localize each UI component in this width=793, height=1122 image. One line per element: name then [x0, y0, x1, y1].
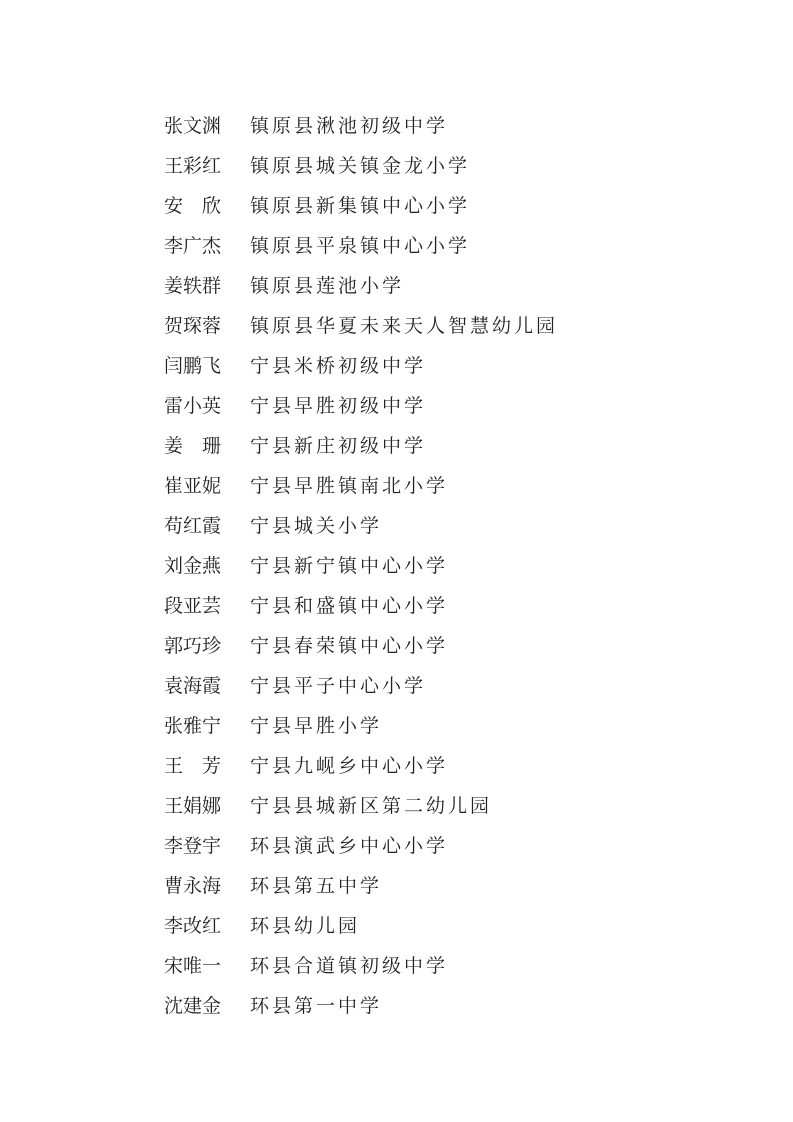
list-item	[164, 624, 744, 664]
list-item	[164, 264, 744, 304]
school-name: 宁县平子中心小学	[250, 674, 427, 697]
list-item	[164, 904, 744, 944]
school-name: 环县第一中学	[250, 994, 383, 1017]
person-name: 李广杰	[164, 234, 222, 257]
person-name: 苟红霞	[164, 514, 222, 537]
list-item	[164, 424, 744, 464]
person-name: 王 芳	[164, 754, 222, 777]
list-item	[164, 744, 744, 784]
school-name: 宁县新庄初级中学	[250, 434, 427, 457]
list-item	[164, 944, 744, 984]
person-name: 张雅宁	[164, 714, 222, 737]
person-name: 张文渊	[164, 114, 222, 137]
list-item	[164, 824, 744, 864]
person-name: 王娟娜	[164, 794, 222, 817]
person-name: 李登宇	[164, 834, 222, 857]
list-item	[164, 704, 744, 744]
school-name: 环县第五中学	[250, 874, 383, 897]
list-item	[164, 224, 744, 264]
list-item	[164, 464, 744, 504]
school-name: 镇原县城关镇金龙小学	[250, 154, 471, 177]
school-name: 环县演武乡中心小学	[250, 834, 449, 857]
person-name: 雷小英	[164, 394, 222, 417]
school-name: 宁县城关小学	[250, 514, 383, 537]
school-name: 镇原县华夏未来天人智慧幼儿园	[250, 314, 559, 337]
person-name: 贺琛蓉	[164, 314, 222, 337]
person-name: 崔亚妮	[164, 474, 222, 497]
list-item	[164, 864, 744, 904]
school-name: 宁县九岘乡中心小学	[250, 754, 449, 777]
list-item	[164, 584, 744, 624]
school-name: 环县幼儿园	[250, 914, 361, 937]
list-item	[164, 384, 744, 424]
person-name: 李改红	[164, 914, 222, 937]
list-item	[164, 984, 744, 1024]
list-item	[164, 664, 744, 704]
school-name: 宁县和盛镇中心小学	[250, 594, 449, 617]
person-name: 段亚芸	[164, 594, 222, 617]
school-name: 宁县早胜镇南北小学	[250, 474, 449, 497]
person-name: 闫鹏飞	[164, 354, 222, 377]
list-item	[164, 784, 744, 824]
person-name: 王彩红	[164, 154, 222, 177]
person-name: 宋唯一	[164, 954, 222, 977]
list-item	[164, 544, 744, 584]
list-item	[164, 344, 744, 384]
list-item	[164, 184, 744, 224]
person-name: 沈建金	[164, 994, 222, 1017]
school-name: 镇原县新集镇中心小学	[250, 194, 471, 217]
person-name: 姜轶群	[164, 274, 222, 297]
school-name: 宁县县城新区第二幼儿园	[250, 794, 493, 817]
person-name: 袁海霞	[164, 674, 222, 697]
school-name: 镇原县莲池小学	[250, 274, 405, 297]
person-name: 郭巧珍	[164, 634, 222, 657]
school-name: 镇原县平泉镇中心小学	[250, 234, 471, 257]
school-name: 镇原县湫池初级中学	[250, 114, 449, 137]
list-item	[164, 104, 744, 144]
school-name: 宁县春荣镇中心小学	[250, 634, 449, 657]
person-name: 曹永海	[164, 874, 222, 897]
school-name: 宁县米桥初级中学	[250, 354, 427, 377]
person-name: 刘金燕	[164, 554, 222, 577]
list-item	[164, 304, 744, 344]
person-name: 姜 珊	[164, 434, 222, 457]
school-name: 环县合道镇初级中学	[250, 954, 449, 977]
school-name: 宁县早胜初级中学	[250, 394, 427, 417]
school-name: 宁县早胜小学	[250, 714, 383, 737]
school-name: 宁县新宁镇中心小学	[250, 554, 449, 577]
person-name: 安 欣	[164, 194, 222, 217]
name-school-list	[164, 104, 744, 1024]
list-item	[164, 504, 744, 544]
list-item	[164, 144, 744, 184]
